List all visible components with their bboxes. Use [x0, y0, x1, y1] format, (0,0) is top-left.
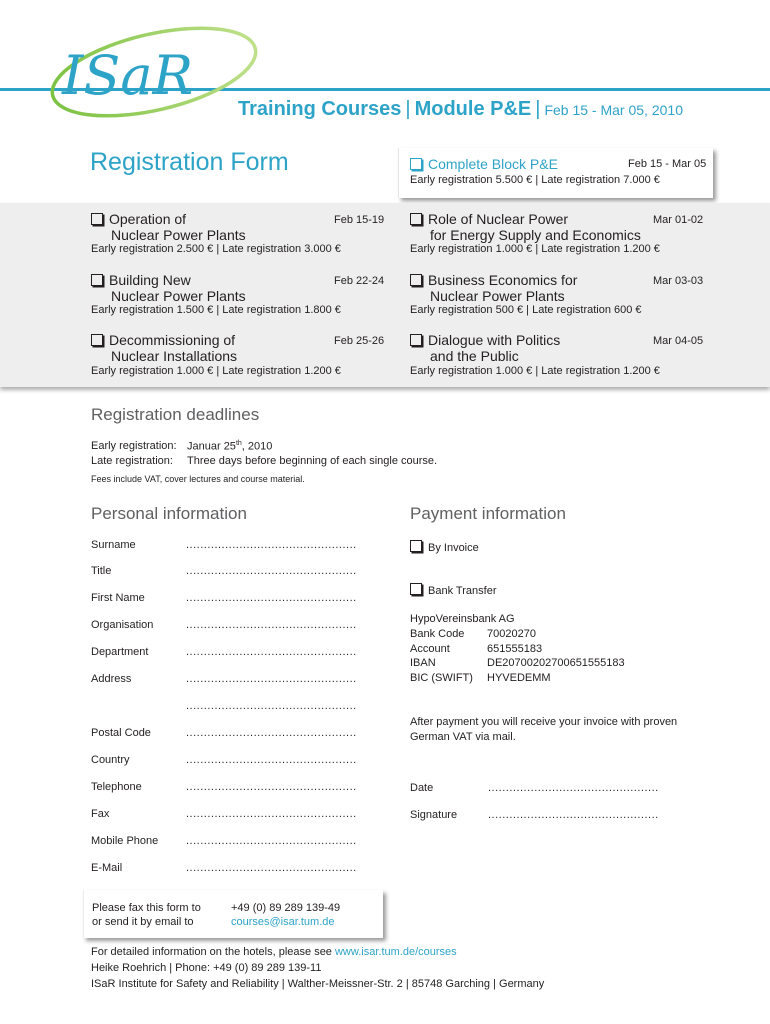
iban-label: IBAN — [410, 657, 436, 669]
footer-hotel-info: For detailed information on the hotels, please see www.isar.tum.de/courses — [91, 946, 457, 958]
field-input-line[interactable]: ................................................ — [186, 808, 357, 820]
course-title-line1: Dialogue with Politics — [428, 332, 561, 348]
deadlines-heading: Registration deadlines — [91, 405, 260, 424]
course-price: Early registration 2.500 € | Late registration 3.000 € — [91, 243, 341, 255]
field-input-line[interactable]: ................................................ — [186, 646, 357, 658]
field-label: Surname — [91, 539, 136, 551]
bank-code: 70020270 — [487, 628, 536, 640]
course-title-line1: Role of Nuclear Power — [428, 211, 569, 227]
course-date: Mar 04-05 — [653, 335, 704, 347]
bic-label: BIC (SWIFT) — [410, 672, 473, 684]
course-title-line2: and the Public — [430, 348, 519, 364]
bank-transfer-option[interactable]: Bank Transfer — [410, 583, 496, 597]
course-price: Early registration 1.000 € | Late registration 1.200 € — [91, 365, 341, 377]
payment-note-line1: After payment you will receive your invoice with proven — [410, 716, 678, 728]
course-title-line1: Operation of — [109, 211, 187, 227]
course-price: Early registration 1.500 € | Late registration 1.800 € — [91, 304, 341, 316]
course-option[interactable] — [410, 332, 560, 364]
courses-link[interactable]: www.isar.tum.de/courses — [334, 946, 457, 958]
bank-code-label: Bank Code — [410, 628, 465, 640]
course-option[interactable] — [91, 332, 237, 364]
field-label: Fax — [91, 808, 110, 820]
field-input-line[interactable]: ................................................ — [186, 700, 357, 712]
course-panel — [0, 203, 770, 387]
account-number: 651555183 — [487, 643, 543, 655]
account-label: Account — [410, 643, 450, 655]
course-title-line2: for Energy Supply and Economics — [430, 227, 641, 243]
course-checkbox[interactable] — [91, 213, 103, 225]
field-label: E-Mail — [91, 862, 123, 874]
course-price: Early registration 1.000 € | Late registration 1.200 € — [410, 243, 660, 255]
title-separator: | — [535, 98, 541, 120]
by-invoice-option[interactable]: By Invoice — [410, 540, 479, 554]
title-date: Feb 15 - Mar 05, 2010 — [544, 102, 683, 118]
fax-instruction-line1: Please fax this form to — [92, 902, 201, 914]
title-module: Module P&E — [414, 98, 532, 120]
early-deadline-value: Januar 25th, 2010 — [187, 440, 273, 453]
course-checkbox[interactable] — [410, 213, 422, 225]
svg-text:ISaR: ISaR — [62, 44, 194, 107]
course-title-line1: Business Economics for — [428, 272, 578, 288]
course-checkbox[interactable] — [91, 334, 103, 346]
field-input-line[interactable]: ................................................ — [186, 727, 357, 739]
field-label: Organisation — [91, 619, 154, 631]
field-label: Department — [91, 646, 149, 658]
date-field[interactable]: ................................................ — [488, 782, 659, 794]
registration-form-heading: Registration Form — [90, 148, 289, 176]
date-label: Date — [410, 782, 434, 794]
payment-note-line2: German VAT via mail. — [410, 731, 516, 743]
complete-block-checkbox[interactable] — [410, 158, 422, 170]
early-deadline-label: Early registration: — [91, 440, 177, 452]
fax-instruction-line2: or send it by email to — [92, 916, 194, 928]
title-training-courses: Training Courses — [238, 98, 402, 120]
course-price: Early registration 1.000 € | Late registration 1.200 € — [410, 365, 660, 377]
email-link[interactable]: courses@isar.tum.de — [231, 916, 335, 928]
complete-block-option[interactable] — [398, 148, 713, 198]
course-option[interactable] — [410, 211, 641, 243]
field-input-line[interactable]: ................................................ — [186, 862, 357, 874]
course-date: Feb 22-24 — [334, 275, 385, 287]
signature-label: Signature — [410, 809, 458, 821]
field-input-line[interactable]: ................................................ — [186, 754, 357, 766]
course-option[interactable] — [410, 272, 577, 304]
bic: HYVEDEMM — [487, 672, 551, 684]
course-date: Mar 03-03 — [653, 275, 704, 287]
fax-box — [83, 890, 383, 938]
course-date: Feb 25-26 — [334, 335, 385, 347]
bank-transfer-checkbox[interactable] — [410, 583, 422, 595]
field-label: Address — [91, 673, 132, 685]
field-label: Mobile Phone — [91, 835, 159, 847]
field-label: Telephone — [91, 781, 142, 793]
course-title-line2: Nuclear Installations — [111, 348, 238, 364]
late-deadline-label: Late registration: — [91, 455, 173, 467]
field-input-line[interactable]: ................................................ — [186, 835, 357, 847]
page-title — [238, 98, 683, 121]
field-label: Title — [91, 565, 112, 577]
bank-name: HypoVereinsbank AG — [410, 613, 515, 625]
course-option[interactable] — [91, 211, 246, 243]
late-deadline-value: Three days before beginning of each single course. — [187, 455, 438, 467]
course-option[interactable] — [91, 272, 246, 304]
footer-address: ISaR Institute for Safety and Reliability | Walther-Meissner-Str. 2 | 85748 Garching | Germany — [91, 978, 545, 990]
complete-block-label: Complete Block P&E — [428, 156, 558, 172]
field-input-line[interactable]: ................................................ — [186, 781, 357, 793]
signature-field[interactable]: ................................................ — [488, 809, 659, 821]
course-checkbox[interactable] — [410, 334, 422, 346]
field-label: First Name — [91, 592, 145, 604]
course-date: Mar 01-02 — [653, 214, 704, 226]
course-checkbox[interactable] — [410, 274, 422, 286]
field-input-line[interactable]: ................................................ — [186, 539, 357, 551]
course-title-line1: Building New — [109, 272, 191, 288]
complete-block-date: Feb 15 - Mar 05 — [628, 158, 707, 170]
field-input-line[interactable]: ................................................ — [186, 673, 357, 685]
fax-number: +49 (0) 89 289 139-49 — [231, 902, 341, 914]
course-date: Feb 15-19 — [334, 214, 385, 226]
fees-note: Fees include VAT, cover lectures and course material. — [91, 474, 305, 484]
personal-info-heading: Personal information — [91, 504, 247, 523]
course-title-line2: Nuclear Power Plants — [111, 288, 246, 304]
course-title-line1: Decommissioning of — [109, 332, 236, 348]
course-price: Early registration 500 € | Late registration 600 € — [410, 304, 642, 316]
course-title-line2: Nuclear Power Plants — [111, 227, 246, 243]
field-label: Country — [91, 754, 130, 766]
course-title-line2: Nuclear Power Plants — [430, 288, 565, 304]
footer-contact: Heike Roehrich | Phone: +49 (0) 89 289 139-11 — [91, 962, 322, 974]
iban: DE20700202700651555183 — [487, 657, 625, 669]
field-input-line[interactable]: ................................................ — [186, 565, 357, 577]
by-invoice-checkbox[interactable] — [410, 540, 422, 552]
course-checkbox[interactable] — [91, 274, 103, 286]
title-separator: | — [405, 98, 411, 120]
complete-block-price: Early registration 5.500 € | Late registration 7.000 € — [410, 174, 660, 186]
field-label: Postal Code — [91, 727, 151, 739]
payment-info-heading: Payment information — [410, 504, 566, 523]
field-input-line[interactable]: ................................................ — [186, 619, 357, 631]
field-input-line[interactable]: ................................................ — [186, 592, 357, 604]
